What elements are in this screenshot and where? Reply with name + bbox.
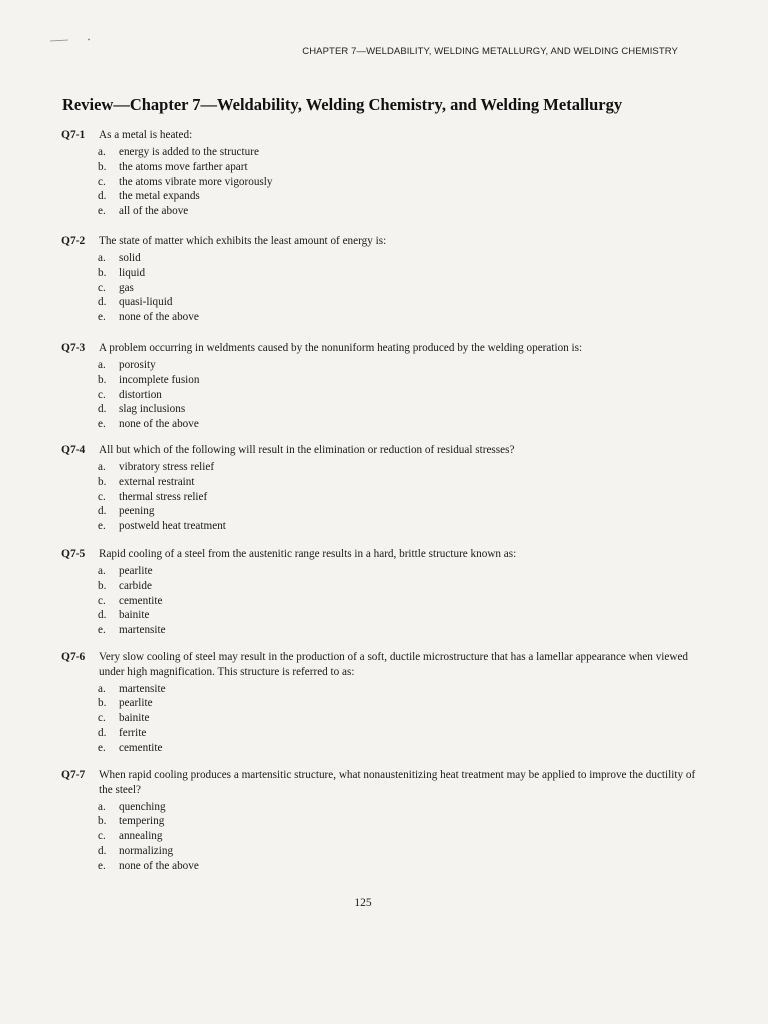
option-text: solid xyxy=(119,251,141,264)
answer-option xyxy=(61,388,701,403)
question-block xyxy=(61,443,701,534)
option-letter: a. xyxy=(98,251,106,264)
answer-option xyxy=(61,295,701,310)
option-text: carbide xyxy=(119,579,152,592)
option-text: none of the above xyxy=(119,860,199,873)
question-number: Q7-2 xyxy=(61,235,86,247)
option-letter: e. xyxy=(98,624,106,637)
answer-option xyxy=(61,175,701,190)
answer-option xyxy=(61,373,701,388)
option-letter: e. xyxy=(98,742,106,755)
question-text: Very slow cooling of steel may result in the production of a soft, ductile microstructure that has a lamellar appearance when viewed under high magnification. This structure is referred to as: xyxy=(99,651,689,678)
option-text: quenching xyxy=(119,800,166,813)
option-letter: b. xyxy=(98,266,107,279)
running-head: CHAPTER 7—WELDABILITY, WELDING METALLURGY, AND WELDING CHEMISTRY xyxy=(302,46,678,57)
answer-option xyxy=(61,519,701,534)
answer-option xyxy=(61,726,701,741)
option-text: normalizing xyxy=(119,845,174,858)
question-number: Q7-3 xyxy=(61,342,86,354)
answer-option xyxy=(61,608,701,623)
option-letter: c. xyxy=(98,712,106,725)
answer-option xyxy=(61,490,701,505)
answer-option xyxy=(61,623,701,638)
option-text: porosity xyxy=(119,358,156,371)
question-text: When rapid cooling produces a martensitic structure, what nonaustenitizing heat treatment may be applied to improve the ductility of the steel? xyxy=(99,769,696,796)
option-letter: d. xyxy=(98,727,107,740)
option-text: quasi-liquid xyxy=(119,296,173,309)
answer-option xyxy=(61,475,701,490)
question-number: Q7-4 xyxy=(61,444,86,456)
answer-options xyxy=(61,251,701,325)
option-letter: e. xyxy=(98,520,106,533)
answer-option xyxy=(61,859,701,874)
answer-option xyxy=(61,145,701,160)
question-block xyxy=(61,768,701,874)
option-text: martensite xyxy=(119,682,166,695)
option-text: martensite xyxy=(119,624,166,637)
option-text: liquid xyxy=(119,266,146,279)
answer-option xyxy=(61,844,701,859)
option-text: all of the above xyxy=(119,205,189,218)
option-text: none of the above xyxy=(119,418,199,431)
option-letter: d. xyxy=(98,845,107,858)
question-number: Q7-7 xyxy=(61,769,86,781)
answer-options xyxy=(61,564,701,638)
option-text: peening xyxy=(119,505,155,518)
option-text: gas xyxy=(119,281,134,294)
answer-option xyxy=(61,358,701,373)
option-text: bainite xyxy=(119,712,150,725)
option-letter: b. xyxy=(98,475,107,488)
answer-option xyxy=(61,189,701,204)
answer-options xyxy=(61,682,701,756)
option-letter: a. xyxy=(98,564,106,577)
option-letter: b. xyxy=(98,815,107,828)
answer-option xyxy=(61,160,701,175)
option-letter: d. xyxy=(98,609,107,622)
question-block xyxy=(61,341,701,432)
option-text: pearlite xyxy=(119,564,153,577)
answer-options xyxy=(61,800,701,874)
option-text: none of the above xyxy=(119,311,199,324)
option-text: annealing xyxy=(119,830,163,843)
option-letter: c. xyxy=(98,388,106,401)
option-text: tempering xyxy=(119,815,165,828)
answer-option xyxy=(61,711,701,726)
option-text: vibratory stress relief xyxy=(119,460,215,473)
answer-option xyxy=(61,251,701,266)
question-block xyxy=(61,650,701,756)
option-letter: e. xyxy=(98,311,106,324)
option-letter: b. xyxy=(98,579,107,592)
option-letter: c. xyxy=(98,594,106,607)
option-letter: d. xyxy=(98,403,107,416)
option-text: cementite xyxy=(119,742,163,755)
answer-option xyxy=(61,204,701,219)
question-text: A problem occurring in weldments caused by the nonuniform heating produced by the welding operation is: xyxy=(99,342,583,354)
option-letter: b. xyxy=(98,160,107,173)
option-letter: e. xyxy=(98,205,106,218)
question-text: As a metal is heated: xyxy=(99,129,193,141)
option-text: thermal stress relief xyxy=(119,490,208,503)
answer-option xyxy=(61,800,701,815)
option-letter: d. xyxy=(98,505,107,518)
question-number: Q7-6 xyxy=(61,651,86,663)
option-text: ferrite xyxy=(119,727,147,740)
option-letter: e. xyxy=(98,418,106,431)
option-text: pearlite xyxy=(119,697,153,710)
answer-option xyxy=(61,417,701,432)
option-text: incomplete fusion xyxy=(119,373,200,386)
answer-option xyxy=(61,829,701,844)
option-letter: c. xyxy=(98,490,106,503)
option-text: the atoms move farther apart xyxy=(119,160,248,173)
answer-option xyxy=(61,814,701,829)
option-letter: a. xyxy=(98,460,106,473)
option-letter: c. xyxy=(98,281,106,294)
question-block xyxy=(61,128,701,219)
question-block xyxy=(61,547,701,638)
answer-option xyxy=(61,402,701,417)
option-text: bainite xyxy=(119,609,150,622)
option-letter: b. xyxy=(98,373,107,386)
option-text: external restraint xyxy=(119,475,195,488)
question-text: The state of matter which exhibits the least amount of energy is: xyxy=(99,235,387,247)
answer-option xyxy=(61,460,701,475)
question-number: Q7-1 xyxy=(61,129,86,141)
question-text: Rapid cooling of a steel from the austenitic range results in a hard, brittle structure known as: xyxy=(99,548,517,560)
option-text: the metal expands xyxy=(119,190,200,203)
option-letter: a. xyxy=(98,358,106,371)
option-text: postweld heat treatment xyxy=(119,520,226,533)
option-letter: c. xyxy=(98,830,106,843)
option-letter: d. xyxy=(98,296,107,309)
answer-option xyxy=(61,696,701,711)
answer-option xyxy=(61,266,701,281)
answer-option xyxy=(61,281,701,296)
answer-options xyxy=(61,460,701,534)
option-text: slag inclusions xyxy=(119,403,186,416)
answer-option xyxy=(61,310,701,325)
option-text: energy is added to the structure xyxy=(119,145,259,158)
option-letter: c. xyxy=(98,175,106,188)
answer-option xyxy=(61,594,701,609)
option-letter: e. xyxy=(98,860,106,873)
answer-option xyxy=(61,682,701,697)
answer-option xyxy=(61,504,701,519)
scan-artifact-mark xyxy=(48,38,92,42)
answer-options xyxy=(61,145,701,219)
question-block xyxy=(61,234,701,325)
page-title: Review—Chapter 7—Weldability, Welding Chemistry, and Welding Metallurgy xyxy=(62,95,623,114)
answer-option xyxy=(61,741,701,756)
question-number: Q7-5 xyxy=(61,548,86,560)
option-letter: d. xyxy=(98,190,107,203)
option-letter: a. xyxy=(98,682,106,695)
option-letter: b. xyxy=(98,697,107,710)
question-text: All but which of the following will result in the elimination or reduction of residual stresses? xyxy=(99,444,515,456)
option-text: cementite xyxy=(119,594,163,607)
answer-option xyxy=(61,564,701,579)
option-letter: a. xyxy=(98,800,106,813)
option-text: distortion xyxy=(119,388,162,401)
answer-option xyxy=(61,579,701,594)
page-number: 125 xyxy=(354,897,372,909)
option-text: the atoms vibrate more vigorously xyxy=(119,175,273,188)
option-letter: a. xyxy=(98,145,106,158)
answer-options xyxy=(61,358,701,432)
